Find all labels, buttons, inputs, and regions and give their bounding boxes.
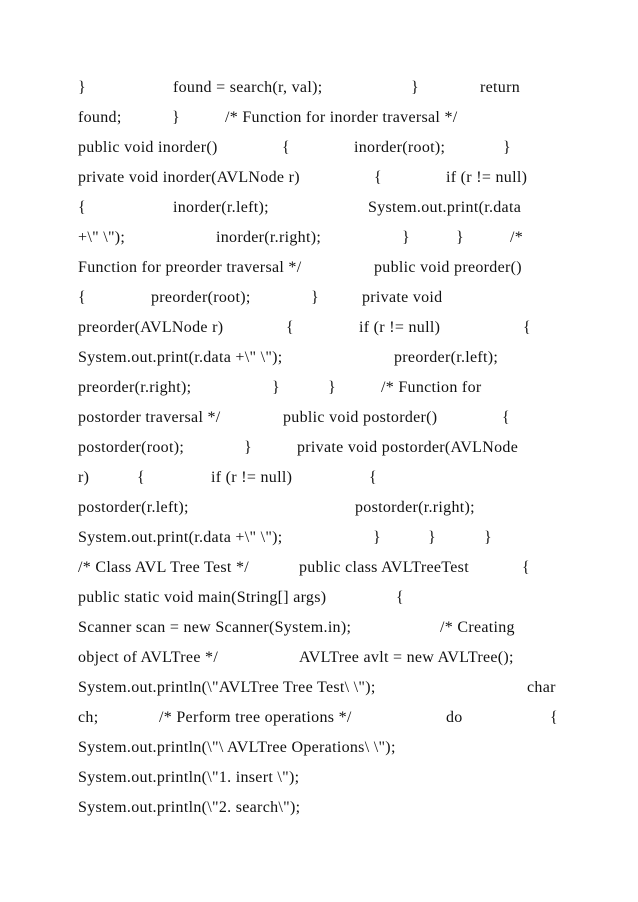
- code-segment: {: [374, 169, 382, 186]
- code-segment: public void postorder(): [283, 409, 438, 426]
- code-line: [78, 588, 560, 618]
- code-segment: System.out.println(\"\ AVLTree Operations\ \");: [78, 739, 396, 756]
- code-segment: System.out.println(\"2. search\");: [78, 799, 301, 816]
- code-segment: }: [272, 379, 280, 396]
- code-segment: inorder(r.left);: [173, 199, 269, 216]
- code-segment: public void preorder(): [374, 259, 522, 276]
- code-line: [78, 678, 560, 708]
- code-line: [78, 648, 560, 678]
- code-segment: preorder(AVLNode r): [78, 319, 224, 336]
- code-segment: }: [484, 529, 492, 546]
- code-segment: }: [428, 529, 436, 546]
- code-segment: char: [527, 679, 556, 696]
- code-segment: System.out.print(r.data +\" \");: [78, 529, 283, 546]
- code-line: [78, 288, 560, 318]
- code-segment: if (r != null): [359, 319, 441, 336]
- code-segment: /* Function for inorder traversal */: [225, 109, 458, 126]
- code-segment: }: [456, 229, 464, 246]
- code-line: [78, 108, 560, 138]
- code-segment: /* Function for: [381, 379, 482, 396]
- code-segment: public void inorder(): [78, 139, 218, 156]
- code-line: [78, 408, 560, 438]
- code-segment: {: [522, 559, 530, 576]
- code-segment: Function for preorder traversal */: [78, 259, 302, 276]
- code-segment: {: [502, 409, 510, 426]
- code-segment: {: [286, 319, 294, 336]
- code-segment: +\" \");: [78, 229, 126, 246]
- code-segment: do: [446, 709, 463, 726]
- code-segment: }: [411, 79, 419, 96]
- code-segment: {: [78, 289, 86, 306]
- code-segment: System.out.println(\"AVLTree Tree Test\ \");: [78, 679, 376, 696]
- code-segment: inorder(r.right);: [216, 229, 322, 246]
- code-segment: inorder(root);: [354, 139, 446, 156]
- code-segment: System.out.println(\"1. insert \");: [78, 769, 300, 786]
- code-segment: {: [282, 139, 290, 156]
- code-line: [78, 228, 560, 258]
- code-segment: {: [550, 709, 558, 726]
- code-segment: AVLTree avlt = new AVLTree();: [299, 649, 514, 666]
- code-segment: {: [523, 319, 531, 336]
- code-segment: private void postorder(AVLNode: [297, 439, 519, 456]
- code-line: [78, 198, 560, 228]
- code-segment: postorder(r.left);: [78, 499, 189, 516]
- code-line: [78, 138, 560, 168]
- code-line: [78, 558, 560, 588]
- code-line: [78, 168, 560, 198]
- code-line: [78, 258, 560, 288]
- code-segment: {: [78, 199, 86, 216]
- code-line: [78, 78, 560, 108]
- code-line: [78, 498, 560, 528]
- code-line: [78, 318, 560, 348]
- code-line: [78, 798, 560, 828]
- code-line: [78, 528, 560, 558]
- code-segment: preorder(r.left);: [394, 349, 499, 366]
- code-segment: if (r != null): [446, 169, 528, 186]
- code-segment: ch;: [78, 709, 99, 726]
- code-segment: private void: [362, 289, 443, 306]
- code-segment: System.out.print(r.data: [368, 199, 522, 216]
- code-segment: if (r != null): [211, 469, 293, 486]
- code-segment: preorder(r.right);: [78, 379, 192, 396]
- code-segment: Scanner scan = new Scanner(System.in);: [78, 619, 352, 636]
- code-segment: postorder traversal */: [78, 409, 221, 426]
- code-line: [78, 738, 560, 768]
- code-segment: System.out.print(r.data +\" \");: [78, 349, 283, 366]
- code-line: [78, 438, 560, 468]
- code-segment: }: [244, 439, 252, 456]
- code-line: [78, 708, 560, 738]
- code-segment: postorder(r.right);: [355, 499, 475, 516]
- code-segment: }: [373, 529, 381, 546]
- code-line: [78, 768, 560, 798]
- code-segment: public static void main(String[] args): [78, 589, 327, 606]
- code-line: [78, 618, 560, 648]
- code-segment: /* Class AVL Tree Test */: [78, 559, 249, 576]
- code-segment: {: [396, 589, 404, 606]
- code-line: [78, 378, 560, 408]
- code-line: [78, 468, 560, 498]
- code-segment: r): [78, 469, 90, 486]
- code-segment: }: [311, 289, 319, 306]
- code-segment: found;: [78, 109, 122, 126]
- code-segment: preorder(root);: [151, 289, 251, 306]
- code-segment: public class AVLTreeTest: [299, 559, 469, 576]
- code-segment: found = search(r, val);: [173, 79, 323, 96]
- code-segment: return: [480, 79, 521, 96]
- code-segment: /* Creating: [440, 619, 515, 636]
- code-segment: {: [137, 469, 145, 486]
- code-segment: }: [503, 139, 511, 156]
- code-segment: object of AVLTree */: [78, 649, 219, 666]
- code-segment: private void inorder(AVLNode r): [78, 169, 300, 186]
- code-segment: }: [172, 109, 180, 126]
- code-segment: }: [402, 229, 410, 246]
- code-segment: postorder(root);: [78, 439, 185, 456]
- code-segment: }: [78, 79, 86, 96]
- code-segment: /* Perform tree operations */: [159, 709, 352, 726]
- code-segment: }: [328, 379, 336, 396]
- code-segment: {: [369, 469, 377, 486]
- code-line: [78, 348, 560, 378]
- code-segment: /*: [510, 229, 524, 246]
